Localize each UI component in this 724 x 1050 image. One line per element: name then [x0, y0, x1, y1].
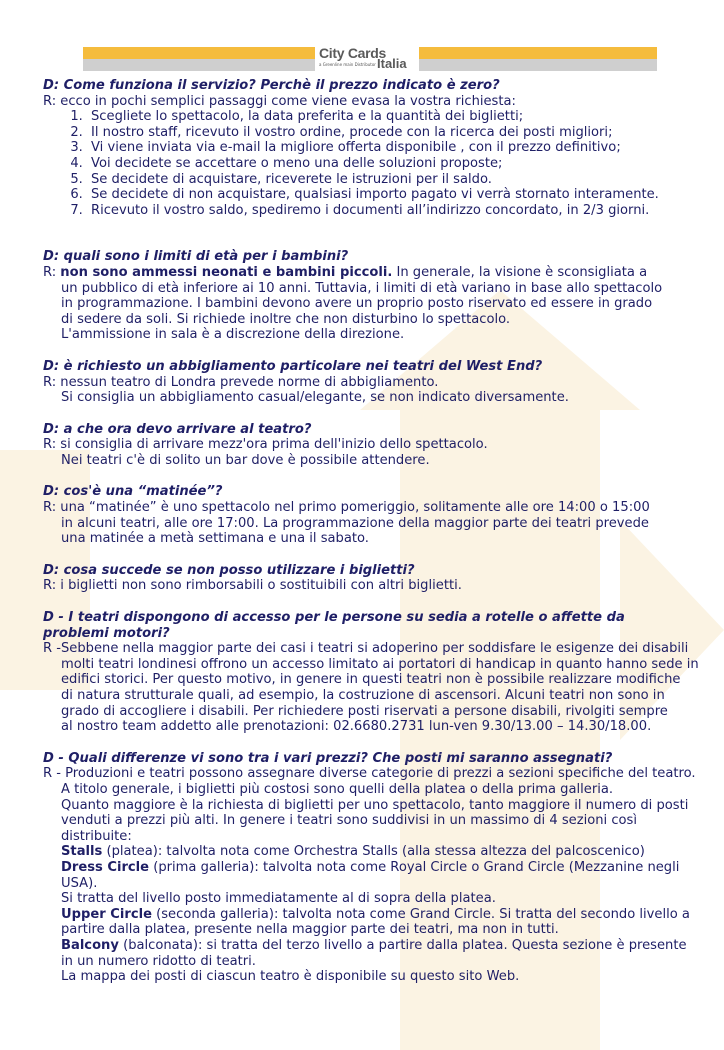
category-desc-line: in un numero ridotto di teatri.: [61, 953, 256, 969]
category-name: Upper Circle: [61, 906, 152, 922]
answer-accessibility: R -Sebbene nella maggior parte dei casi i teatri si adoperino per soddisfare le esigenze dei disabili: [43, 641, 689, 657]
answer-children-bold: non sono ammessi neonati e bambini piccoli.: [60, 264, 393, 280]
answer-line: una matinée a metà settimana e una il sabato.: [61, 531, 369, 547]
faq-section-refund: [43, 563, 711, 594]
answer-line: in alcuni teatri, alle ore 17:00. La programmazione della maggior parte dei teatri prevede: [61, 515, 649, 531]
category-name: Stalls: [61, 844, 103, 860]
question-arrival: D: a che ora devo arrivare al teatro?: [43, 421, 312, 437]
answer-children-text: In generale, la visione è sconsigliata a: [392, 264, 648, 280]
answer-line: Nei teatri c'è di solito un bar dove è possibile attendere.: [61, 452, 430, 468]
logo-subtitle: a Greenline main Distributor: [319, 62, 376, 67]
faq-section-accessibility: [43, 610, 711, 735]
step-item: 6. Se decidete di non acquistare, qualsiasi importo pagato vi verrà stornato interamente.: [87, 187, 711, 203]
category-dress-circle: [43, 860, 711, 891]
question-dress: D: è richiesto un abbigliamento particolare nei teatri del West End?: [43, 358, 543, 374]
answer-closing: La mappa dei posti di ciascun teatro è disponibile su questo sito Web.: [61, 969, 520, 985]
answer-line: in programmazione. I bambini devono avere un proprio posto riservato ed essere in grado: [61, 296, 653, 312]
answer-prices: R - Produzioni e teatri possono assegnare diverse categorie di prezzi a sezioni specifiche del teatro.: [43, 766, 696, 782]
answer-line: Quanto maggiore è la richiesta di biglietti per uno spettacolo, tanto maggiore il numero di posti: [61, 797, 689, 813]
faq-section-matinee: [43, 484, 711, 546]
question-accessibility: D - I teatri dispongono di accesso per le persone su sedia a rotelle o affette da: [43, 610, 625, 626]
logo-main-text: City Cards: [319, 45, 387, 61]
answer-line: Si consiglia un abbigliamento casual/elegante, se non indicato diversamente.: [61, 390, 569, 406]
answer-prefix: R:: [43, 264, 61, 280]
faq-section-prices: [43, 751, 711, 985]
city-cards-logo: [315, 47, 419, 72]
category-desc: (seconda galleria): talvolta nota come Grand Circle. Si tratta del secondo livello a: [151, 906, 690, 922]
category-desc-line: partire dalla platea, presente nella maggior parte dei teatri, ma non in tutti.: [61, 922, 559, 938]
category-stalls: [43, 844, 711, 860]
logo-italia-text: Italia: [377, 56, 407, 71]
question-matinee: D: cos'è una “matinée”?: [43, 484, 223, 500]
step-item: 5. Se decidete di acquistare, riceverete le istruzioni per il saldo.: [87, 172, 711, 188]
steps-list: [43, 109, 711, 218]
step-item: 4. Voi decidete se accettare o meno una delle soluzioni proposte;: [87, 156, 711, 172]
answer-arrival: R: si consiglia di arrivare mezz'ora prima dell'inizio dello spettacolo.: [43, 437, 488, 453]
step-item: 3. Vi viene inviata via e-mail la migliore offerta disponibile , con il prezzo definitivo;: [87, 140, 711, 156]
question-service: D: Come funziona il servizio? Perchè il prezzo indicato è zero?: [43, 78, 500, 93]
category-desc: (prima galleria): talvolta nota come Royal Circle o Grand Circle (Mezzanine negli USA).: [61, 859, 680, 891]
category-upper-circle: [43, 907, 711, 923]
header-banner: [83, 47, 657, 71]
answer-line: L'ammissione in sala è a discrezione della direzione.: [61, 327, 405, 343]
question-refund: D: cosa succede se non posso utilizzare i biglietti?: [43, 562, 415, 578]
faq-section-dress: [43, 359, 711, 406]
category-desc: (balconata): si tratta del terzo livello a partire dalla platea. Questa sezione è presente: [118, 937, 687, 953]
answer-line: venduti a prezzi più alti. In genere i teatri sono suddivisi in un massimo di 4 sezioni così distribuite:: [61, 813, 638, 844]
question-children: D: quali sono i limiti di età per i bambini?: [43, 249, 349, 265]
answer-matinee: R: una “matinée” è uno spettacolo nel primo pomeriggio, solitamente alle ore 14:00 o 15:00: [43, 500, 650, 516]
faq-section-service: [43, 78, 711, 218]
answer-line: al nostro team addetto alle prenotazioni: 02.6680.2731 lun-ven 9.30/13.00 – 14.30/18.00.: [61, 719, 652, 735]
step-item: 2. Il nostro staff, ricevuto il vostro ordine, procede con la ricerca dei posti migliori;: [87, 125, 711, 141]
answer-line: molti teatri londinesi offrono un accesso limitato ai portatori di handicap in quanto hanno sede in: [61, 656, 699, 672]
answer-line: A titolo generale, i biglietti più costosi sono quelli della platea o della prima galleria.: [61, 781, 614, 797]
category-desc: (platea): talvolta nota come Orchestra Stalls (alla stessa altezza del palcoscenico): [102, 844, 645, 860]
step-item: 1. Scegliete lo spettacolo, la data preferita e la quantità dei biglietti;: [87, 109, 711, 125]
category-desc-line: Si tratta del livello posto immediatamente al di sopra della platea.: [61, 891, 496, 907]
question-accessibility-cont: problemi motori?: [43, 625, 170, 641]
answer-line: di natura strutturale quali, ad esempio, la costruzione di ascensori. Alcuni teatri non sono in: [61, 688, 665, 703]
faq-content: [43, 78, 711, 985]
answer-line: un pubblico di età inferiore ai 10 anni. Tuttavia, i limiti di età variano in base allo spettacolo: [61, 280, 663, 296]
answer-line: edifici storici. Per questo motivo, in genere in questi teatri non è possibile realizzare modifiche: [61, 672, 681, 688]
faq-section-children: [43, 249, 711, 343]
faq-section-arrival: [43, 422, 711, 469]
answer-dress: R: nessun teatro di Londra prevede norme di abbigliamento.: [43, 374, 439, 390]
answer-line: di sedere da soli. Si richiede inoltre che non disturbino lo spettacolo.: [61, 311, 511, 327]
question-prices: D - Quali differenze vi sono tra i vari prezzi? Che posti mi saranno assegnati?: [43, 750, 613, 766]
category-balcony: [43, 938, 711, 954]
answer-service-intro: R: ecco in pochi semplici passaggi come viene evasa la vostra richiesta:: [43, 93, 516, 109]
category-name: Dress Circle: [61, 859, 150, 875]
answer-refund: R: i biglietti non sono rimborsabili o sostituibili con altri biglietti.: [43, 578, 462, 594]
category-name: Balcony: [61, 937, 119, 953]
step-item: 7. Ricevuto il vostro saldo, spediremo i documenti all’indirizzo concordato, in 2/3 giorni.: [87, 203, 711, 219]
answer-line: grado di accogliere i disabili. Per richiedere posti riservati a persone disabili, rivolgiti sempre: [61, 703, 668, 719]
